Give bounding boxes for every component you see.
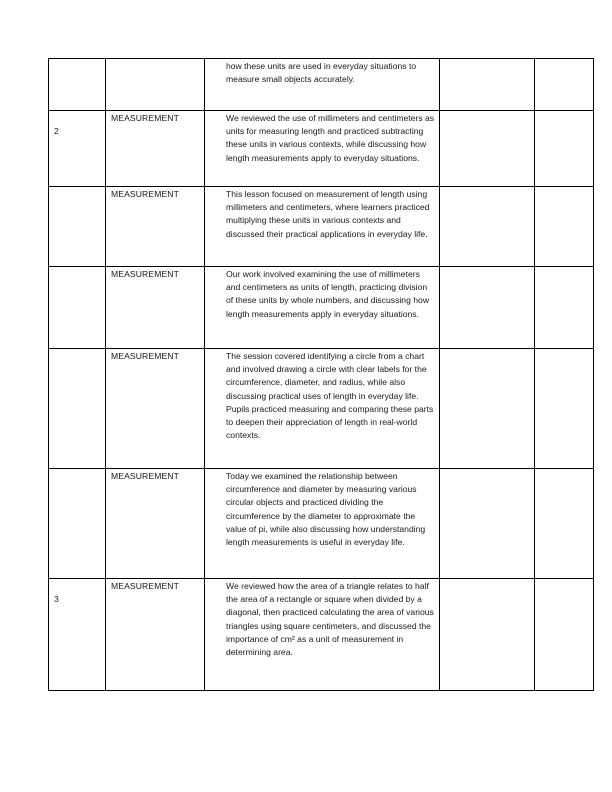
extra-cell-2 (535, 187, 594, 267)
strand-cell (106, 111, 205, 187)
strand-label: MEASUREMENT (111, 351, 179, 361)
strand-label: MEASUREMENT (111, 471, 179, 481)
extra-cell-1 (440, 111, 535, 187)
description-cell (205, 469, 440, 579)
table-row (49, 469, 594, 579)
week-cell (49, 579, 106, 691)
strand-label: MEASUREMENT (111, 113, 179, 123)
strand-cell (106, 187, 205, 267)
strand-cell (106, 59, 205, 111)
table-row (49, 267, 594, 349)
extra-cell-1 (440, 349, 535, 469)
week-cell (49, 267, 106, 349)
description-cell (205, 579, 440, 691)
extra-cell-2 (535, 111, 594, 187)
lesson-description: We reviewed how the area of a triangle relates to half the area of a rectangle or square when divided by a diagonal, then practiced calculating the area of various triangles using square centimeters, and discussed the importance of cm² as a unit of measurement in determining area. (226, 581, 434, 658)
table-row (49, 187, 594, 267)
extra-cell-2 (535, 267, 594, 349)
lesson-description: Today we examined the relationship between circumference and diameter by measuring various circular objects and practiced dividing the circumference by the diameter to approximate the value of pi, while also discussing how understanding length measurements is useful in everyday life. (226, 471, 426, 548)
week-number: 3 (54, 594, 59, 604)
week-cell (49, 187, 106, 267)
strand-label: MEASUREMENT (111, 581, 179, 591)
strand-cell (106, 469, 205, 579)
extra-cell-2 (535, 469, 594, 579)
strand-cell (106, 349, 205, 469)
description-cell (205, 349, 440, 469)
lesson-description: This lesson focused on measurement of length using millimeters and centimeters, where learners practiced multiplying these units in various contexts and discussed their practical applications in everyday life. (226, 189, 430, 239)
strand-cell (106, 267, 205, 349)
description-cell (205, 111, 440, 187)
week-number: 2 (54, 126, 59, 136)
description-cell (205, 59, 440, 111)
week-cell (49, 469, 106, 579)
week-cell (49, 111, 106, 187)
week-cell (49, 349, 106, 469)
lesson-table (48, 58, 594, 691)
extra-cell-1 (440, 187, 535, 267)
week-cell (49, 59, 106, 111)
lesson-description: Our work involved examining the use of millimeters and centimeters as units of length, practicing division of these units by whole numbers, and discussing how length measurements apply in everyday situations. (226, 269, 430, 319)
strand-label: MEASUREMENT (111, 269, 179, 279)
extra-cell-1 (440, 267, 535, 349)
lesson-description: We reviewed the use of millimeters and centimeters as units for measuring length and practiced subtracting these units in various contexts, while discussing how length measurements apply to everyday situations. (226, 113, 435, 163)
strand-label: MEASUREMENT (111, 189, 179, 199)
extra-cell-2 (535, 579, 594, 691)
extra-cell-1 (440, 469, 535, 579)
lesson-description: how these units are used in everyday situations to measure small objects accurately. (226, 61, 417, 85)
description-cell (205, 267, 440, 349)
lesson-description: The session covered identifying a circle from a chart and involved drawing a circle with clear labels for the circumference, diameter, and radius, while also discussing practical uses of length in everyday life. Pupils practiced measuring and comparing these parts to deepen their appreciation of length in real-world contexts. (226, 351, 434, 441)
table-row (49, 59, 594, 111)
table-row (49, 111, 594, 187)
description-cell (205, 187, 440, 267)
extra-cell-2 (535, 59, 594, 111)
table-row (49, 579, 594, 691)
extra-cell-2 (535, 349, 594, 469)
strand-cell (106, 579, 205, 691)
extra-cell-1 (440, 59, 535, 111)
table-row (49, 349, 594, 469)
extra-cell-1 (440, 579, 535, 691)
